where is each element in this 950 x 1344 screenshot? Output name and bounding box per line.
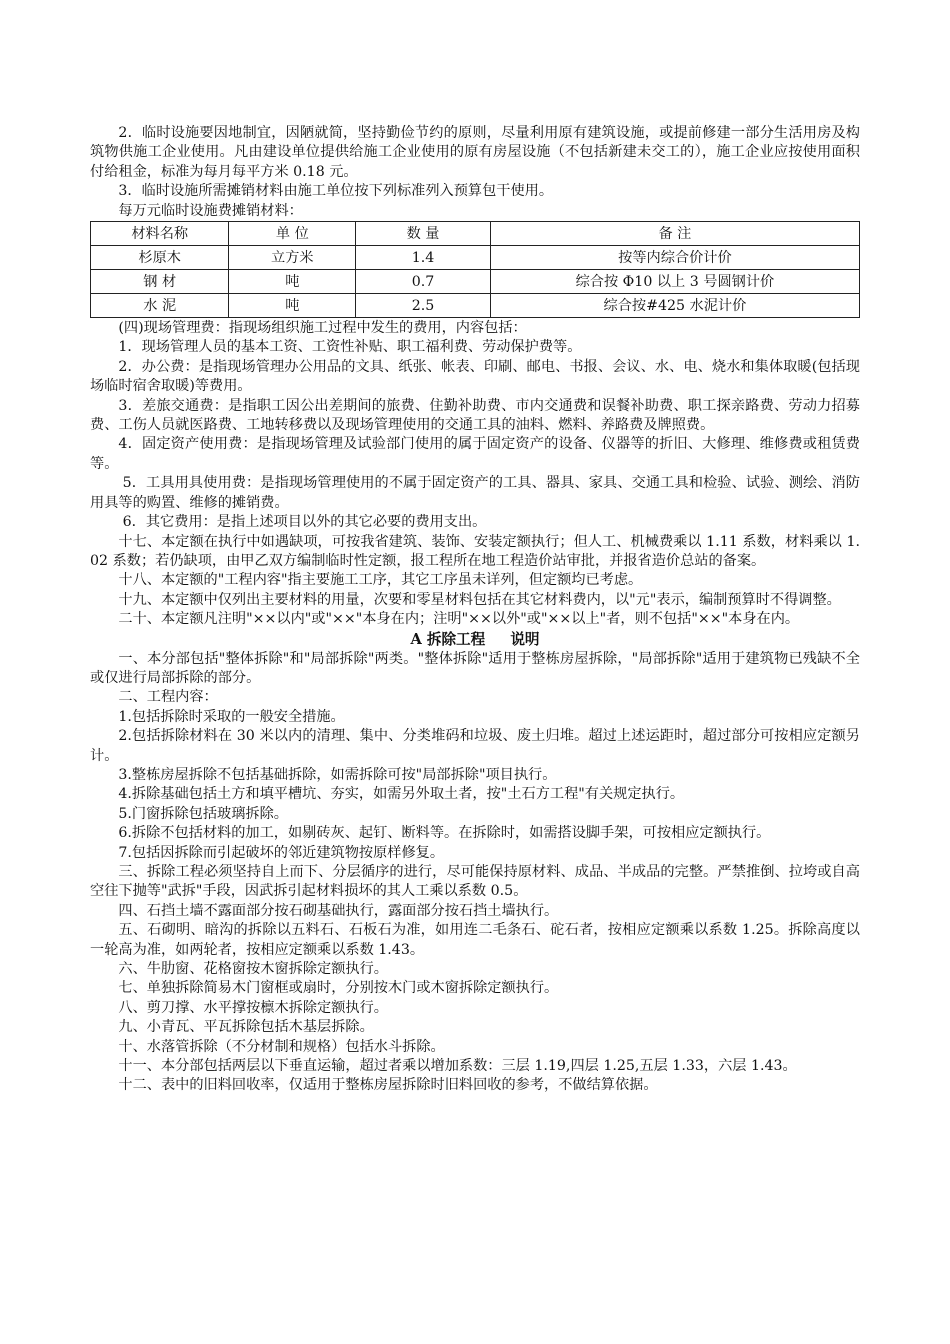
paragraph: 十二、表中的旧料回收率，仅适用于整栋房屋拆除时旧料回收的参考，不做结算依据。 [118, 1077, 658, 1094]
table-cell: 吨 [229, 270, 356, 294]
paragraph: 每万元临时设施费摊销材料： [118, 202, 303, 219]
paragraph: 十、水落管拆除（不分材制和规格）包括水斗拆除。 [118, 1038, 445, 1055]
paragraph: 6.拆除不包括材料的加工，如剔砖灰、起钉、断料等。在拆除时，如需搭设脚手架，可按相应定额执行。 [118, 825, 771, 842]
table-cell: 按等内综合价计价 [490, 246, 859, 270]
table-cell: 综合按#425 水泥计价 [490, 294, 859, 318]
table-row [91, 270, 860, 294]
document-page [90, 124, 860, 1096]
table-header-cell: 单 位 [229, 222, 356, 246]
table-header-cell: 备 注 [490, 222, 859, 246]
section-title: A 拆除工程 [410, 630, 486, 648]
table-cell: 杉原木 [91, 246, 229, 270]
paragraph: 2.包括拆除材料在 30 米以内的清理、集中、分类堆码和垃圾、废土归堆。超过上述运距时，超过部分可按相应定额另计。 [90, 728, 860, 764]
paragraph: 十一、本分部包括两层以下垂直运输，超过者乘以增加系数：三层 1.19,四层 1.25,五层 1.33，六层 1.43。 [118, 1058, 797, 1075]
paragraph: 五、石砌明、暗沟的拆除以五料石、石板石为准，如用连二毛条石、砣石者，按相应定额乘以系数 1.25。拆除高度以一轮高为准，如两轮者，按相应定额乘以系数 1.43。 [90, 922, 860, 958]
paragraph: 二、工程内容： [118, 689, 218, 706]
paragraph: 7.包括因拆除而引起破坏的邻近建筑物按原样修复。 [118, 844, 445, 861]
paragraph: 5.门窗拆除包括玻璃拆除。 [118, 805, 288, 822]
table-cell: 吨 [229, 294, 356, 318]
paragraph: 2．办公费：是指现场管理办公用品的文具、纸张、帐表、印刷、邮电、书报、会议、水、电、烧水和集体取暖(包括现场临时宿舍取暖)等费用。 [90, 358, 860, 395]
paragraph: 三、拆除工程必须坚持自上而下、分层循序的进行，尽可能保持原材料、成品、半成品的完整。严禁推倒、拉垮或自高空往下抛等"武拆"手段，因武拆引起材料损坏的其人工乘以系数 0.5。 [90, 864, 860, 900]
section-subtitle: 说明 [510, 630, 540, 648]
paragraph: 八、剪刀撑、水平撑按檩木拆除定额执行。 [118, 999, 388, 1016]
paragraph: 3．临时设施所需摊销材料由施工单位按下列标准列入预算包干使用。 [118, 183, 554, 200]
table-cell: 水 泥 [91, 294, 229, 318]
paragraph: 七、单独拆除简易木门窗框或扇时，分别按木门或木窗拆除定额执行。 [118, 980, 559, 997]
paragraph: 十七、本定额在执行中如遇缺项，可按我省建筑、装饰、安装定额执行；但人工、机械费乘以 1.11 系数，材料乘以 1.02 系数；若仍缺项，由甲乙双方编制临时性定额，报工程所在地工程造价站审批，并报省造价总站的备案。 [90, 533, 860, 569]
paragraph: 六、牛肋窗、花格窗按木窗拆除定额执行。 [118, 961, 388, 978]
paragraph: 2．临时设施要因地制宜，因陋就简，坚持勤俭节约的原则，尽量利用原有建筑设施，或提前修建一部分生活用房及构筑物供施工企业使用。凡由建设单位提供给施工企业使用的原有房屋设施（不包括新建未交工的），施工企业应按使用面积付给租金，标准为每月每平方米 0.18 元。 [90, 125, 860, 180]
table-header-cell: 材料名称 [91, 222, 229, 246]
section-heading [90, 630, 860, 650]
materials-table [90, 221, 860, 318]
table-cell: 0.7 [356, 270, 491, 294]
table-cell: 立方米 [229, 246, 356, 270]
table-row [91, 294, 860, 318]
paragraph: 3．差旅交通费：是指职工因公出差期间的旅费、住勤补助费、市内交通费和误餐补助费、职工探亲路费、劳动力招募费、工伤人员就医路费、工地转移费以及现场管理使用的交通工具的油料、燃料、养路费及牌照费。 [90, 397, 860, 434]
paragraph: 1.包括拆除时采取的一般安全措施。 [118, 708, 345, 725]
table-cell: 钢 材 [91, 270, 229, 294]
table-row [91, 246, 860, 270]
paragraph: (四)现场管理费：指现场组织施工过程中发生的费用，内容包括： [118, 320, 527, 337]
table-header-row [91, 222, 860, 246]
paragraph: 5．工具用具使用费：是指现场管理使用的不属于固定资产的工具、器具、家具、交通工具和检验、试验、测绘、消防用具等的购置、维修的摊销费。 [90, 475, 860, 511]
paragraph: 3.整栋房屋拆除不包括基础拆除，如需拆除可按"局部拆除"项目执行。 [118, 766, 557, 783]
table-cell: 2.5 [356, 294, 491, 318]
paragraph: 二十、本定额凡注明"××以内"或"××"本身在内；注明"××以外"或"××以上"者，则不包括"××"本身在内。 [118, 611, 800, 628]
table-header-cell: 数 量 [356, 222, 491, 246]
paragraph: 6．其它费用：是指上述项目以外的其它必要的费用支出。 [122, 514, 487, 531]
paragraph: 一、本分部包括"整体拆除"和"局部拆除"两类。"整体拆除"适用于整栋房屋拆除，"局部拆除"适用于建筑物已残缺不全或仅进行局部拆除的部分。 [90, 650, 860, 686]
paragraph: 九、小青瓦、平瓦拆除包括木基层拆除。 [118, 1019, 374, 1036]
paragraph: 十九、本定额中仅列出主要材料的用量，次要和零星材料包括在其它材料费内，以"元"表示，编制预算时不得调整。 [118, 591, 841, 608]
paragraph: 十八、本定额的"工程内容"指主要施工工序，其它工序虽未详列，但定额均已考虑。 [118, 572, 643, 589]
paragraph: 1．现场管理人员的基本工资、工资性补贴、职工福利费、劳动保护费等。 [118, 339, 582, 356]
table-cell: 综合按 Φ10 以上 3 号圆钢计价 [490, 270, 859, 294]
paragraph: 四、石挡土墙不露面部分按石砌基础执行，露面部分按石挡土墙执行。 [118, 902, 559, 919]
paragraph: 4．固定资产使用费：是指现场管理及试验部门使用的属于固定资产的设备、仪器等的折旧、大修理、维修费或租赁费等。 [90, 436, 860, 472]
table-cell: 1.4 [356, 246, 491, 270]
paragraph: 4.拆除基础包括土方和填平槽坑、夯实，如需另外取土者，按"土石方工程"有关规定执行。 [118, 786, 685, 803]
